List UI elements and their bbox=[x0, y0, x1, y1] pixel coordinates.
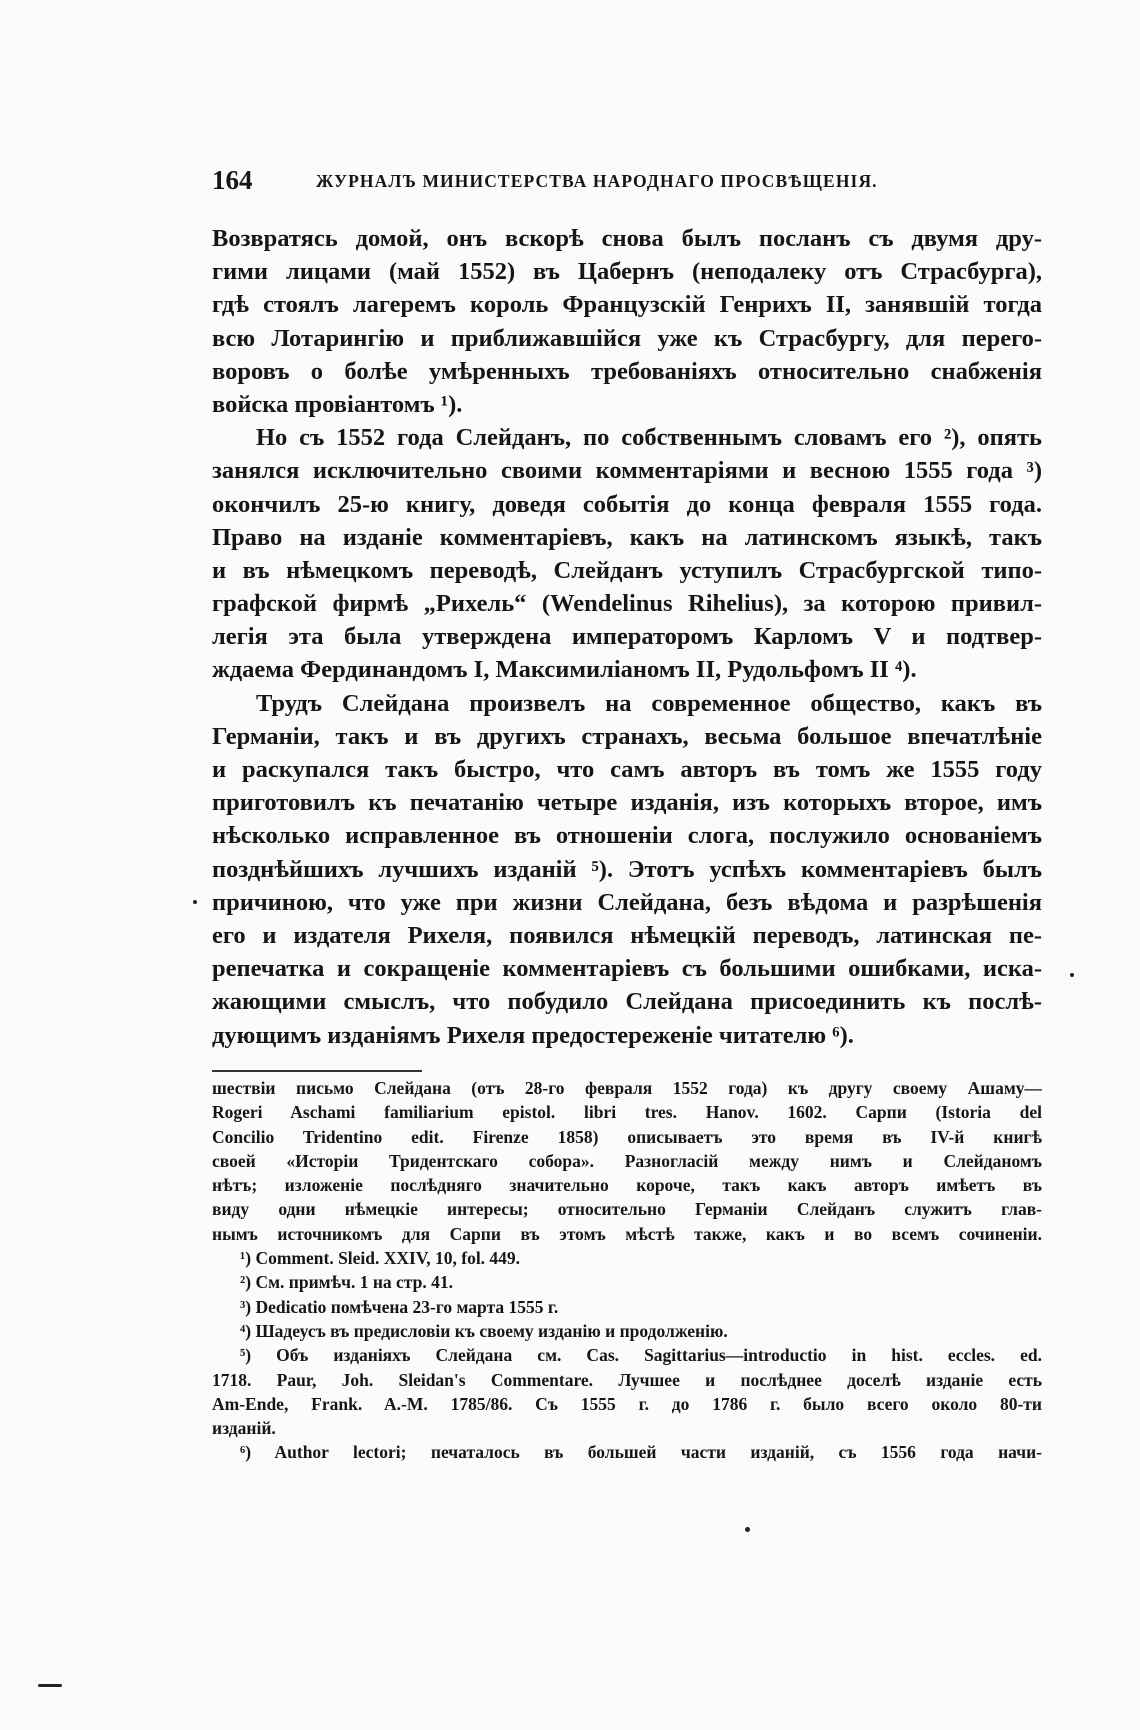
footnote-line: изданій. bbox=[212, 1418, 276, 1439]
footnote-line: нѣтъ; изложеніе послѣдняго значительно короче, такъ какъ авторъ имѣетъ въ bbox=[212, 1175, 1042, 1196]
body-line: гими лицами (май 1552) въ Цабернъ (неподалеку отъ Страсбурга), bbox=[212, 258, 1042, 286]
body-line: графской фирмѣ „Рихель“ (Wendelinus Rihelius), за которою привил- bbox=[212, 590, 1042, 618]
footnotes bbox=[212, 1076, 1042, 1465]
body-line: нѣсколько исправленное въ отношеніи слога, послужило основаніемъ bbox=[212, 822, 1042, 850]
footnote-line: ²) См. примѣч. 1 на стр. 41. bbox=[240, 1272, 453, 1293]
body-line: причиною, что уже при жизни Слейдана, безъ вѣдома и разрѣшенія bbox=[212, 888, 1042, 916]
body-line: и раскупался такъ быстро, что самъ авторъ въ томъ же 1555 году bbox=[212, 756, 1042, 783]
body-line: и въ нѣмецкомъ переводѣ, Слейданъ уступилъ Страсбургской типо- bbox=[212, 556, 1042, 584]
body-line: Но съ 1552 года Слейданъ, по собственнымъ словамъ его ²), опять bbox=[256, 424, 1042, 452]
ink-speck bbox=[1070, 973, 1074, 977]
body-line: Трудъ Слейдана произвелъ на современное общество, какъ въ bbox=[256, 689, 1042, 717]
footnote-line: ⁶) Author lectori; печаталось въ большей части изданій, съ 1556 года начи- bbox=[240, 1442, 1042, 1463]
body-line: воровъ о болѣе умѣренныхъ требованіяхъ относительно снабженія bbox=[212, 357, 1042, 385]
body-line: всю Лотарингію и приближавшійся уже къ Страсбургу, для перего- bbox=[212, 324, 1042, 352]
body-line: окончилъ 25-ю книгу, доведя событія до конца февраля 1555 года. bbox=[212, 490, 1042, 518]
footnote-rule bbox=[212, 1070, 422, 1072]
page-header bbox=[212, 165, 1042, 199]
running-head: ЖУРНАЛЪ МИНИСТЕРСТВА НАРОДНАГО ПРОСВѢЩЕНІЯ. bbox=[316, 171, 878, 191]
ink-speck bbox=[745, 1527, 750, 1532]
body-line: Право на изданіе комментаріевъ, какъ на латинскомъ языкѣ, такъ bbox=[212, 523, 1042, 551]
body-line: репечатка и сокращеніе комментаріевъ съ большими ошибками, иска- bbox=[212, 955, 1042, 983]
footnote-line: Am-Ende, Frank. A.-M. 1785/86. Съ 1555 г. до 1786 г. было всего около 80-ти bbox=[212, 1393, 1042, 1414]
body-line: Возвратясь домой, онъ вскорѣ снова былъ посланъ съ двумя дру- bbox=[212, 225, 1042, 252]
footnote-line: Rogeri Aschami familiarium epistol. libri tres. Hanov. 1602. Сарпи (Istoria del bbox=[212, 1102, 1042, 1123]
footnote-line: ¹) Comment. Sleid. XXIV, 10, fol. 449. bbox=[240, 1248, 521, 1269]
body-line: ждаема Фердинандомъ I, Максимиліаномъ II, Рудольфомъ II ⁴). bbox=[212, 656, 917, 684]
ink-speck bbox=[38, 1684, 62, 1687]
body-line: легія эта была утверждена императоромъ Карломъ V и подтвер- bbox=[212, 623, 1042, 651]
body-line: занялся исключительно своими комментаріями и весною 1555 года ³) bbox=[212, 457, 1042, 485]
footnote-line: нымъ источникомъ для Сарпи въ этомъ мѣстѣ также, какъ и во всемъ сочиненіи. bbox=[212, 1223, 1042, 1244]
footnote-line: ⁴) Шадеусъ въ предисловіи къ своему изданію и продолженію. bbox=[240, 1320, 728, 1341]
footnote-line: шествіи письмо Слейдана (отъ 28-го февраля 1552 года) къ другу своему Ашаму— bbox=[212, 1078, 1042, 1098]
footnote-line: Concilio Tridentino edit. Firenze 1858) описываетъ это время въ IV-й книгѣ bbox=[212, 1126, 1042, 1147]
body-line: приготовилъ къ печатанію четыре изданія, изъ которыхъ второе, имъ bbox=[212, 789, 1042, 817]
footnote-line: своей «Исторіи Тридентскаго собора». Разногласій между нимъ и Слейданомъ bbox=[212, 1150, 1042, 1171]
footnote-line: ⁵) Объ изданіяхъ Слейдана см. Cas. Sagittarius—introductio in hist. eccles. ed. bbox=[240, 1345, 1042, 1366]
footnote-line: 1718. Paur, Joh. Sleidan's Commentare. Лучшее и послѣднее доселѣ изданіе есть bbox=[212, 1369, 1042, 1390]
body-text bbox=[212, 222, 1042, 1052]
body-line: его и издателя Рихеля, появился нѣмецкій переводъ, латинская пе- bbox=[212, 921, 1042, 949]
body-line: позднѣйшихъ лучшихъ изданій ⁵). Этотъ успѣхъ комментаріевъ былъ bbox=[212, 855, 1042, 883]
footnote-line: виду одни нѣмецкіе интересы; относительно Германіи Слейданъ служитъ глав- bbox=[212, 1199, 1042, 1220]
footnote-line: ³) Dedicatio помѣчена 23-го марта 1555 г. bbox=[240, 1296, 559, 1317]
body-line: Германіи, такъ и въ другихъ странахъ, весьма большое впечатлѣніе bbox=[212, 722, 1042, 750]
body-line: гдѣ стоялъ лагеремъ король Французскій Генрихъ II, занявшій тогда bbox=[212, 291, 1042, 319]
page-number: 164 bbox=[212, 165, 253, 195]
body-line: войска провіантомъ ¹). bbox=[212, 390, 463, 418]
body-line: жающими смыслъ, что побудило Слейдана присоединить къ послѣ- bbox=[212, 988, 1042, 1016]
ink-speck bbox=[193, 900, 197, 904]
body-line: дующимъ изданіямъ Рихеля предостереженіе читателю ⁶). bbox=[212, 1021, 854, 1049]
